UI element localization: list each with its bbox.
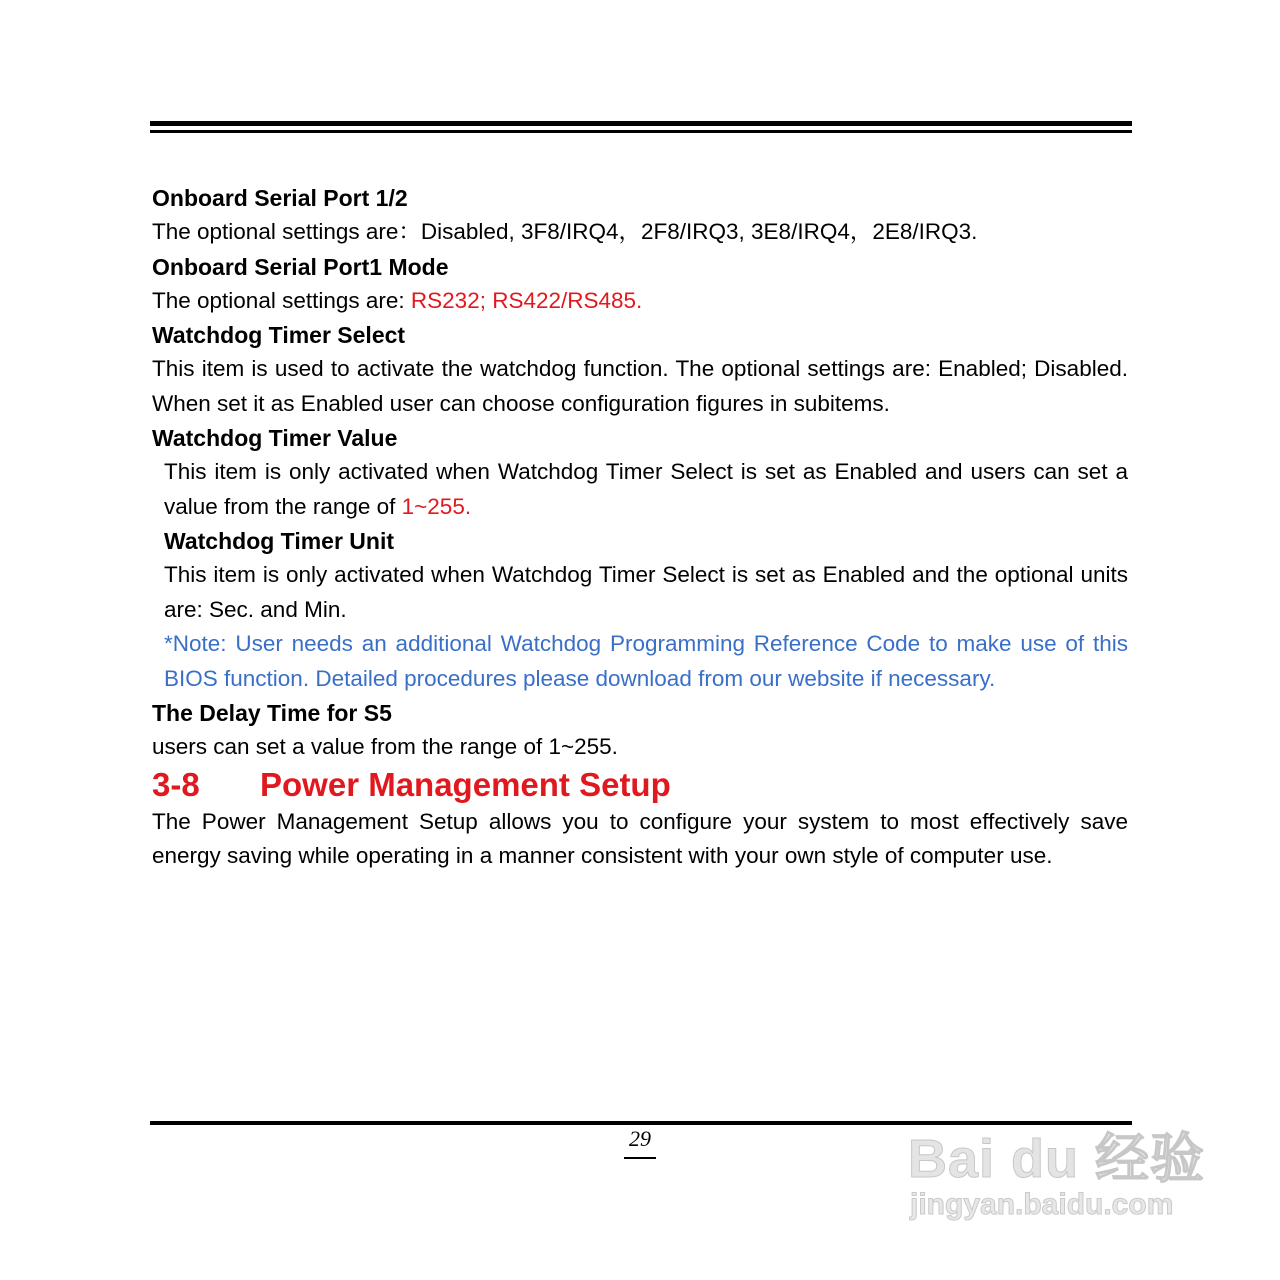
watermark-url: jingyan.baidu.com bbox=[910, 1188, 1174, 1221]
body-text: This item is only activated when Watchdog Timer Select is set as Enabled and the optional units are: Sec. and Min. bbox=[164, 562, 1128, 622]
setting-description bbox=[152, 215, 1128, 250]
setting-description bbox=[152, 805, 1128, 874]
body-text: The optional settings are：Disabled, 3F8/IRQ4，2F8/IRQ3, 3E8/IRQ4，2E8/IRQ3. bbox=[152, 219, 978, 244]
header-rule-thin bbox=[150, 130, 1132, 133]
setting-description bbox=[152, 558, 1128, 627]
setting-heading: The Delay Time for S5 bbox=[152, 700, 392, 726]
body-text: This item is only activated when Watchdog Timer Select is set as Enabled and users can set a value from the range of bbox=[164, 459, 1128, 519]
setting-heading: Watchdog Timer Unit bbox=[164, 528, 394, 554]
setting-heading: Watchdog Timer Value bbox=[152, 425, 398, 451]
highlighted-text: *Note: User needs an additional Watchdog Programming Reference Code to make use of this BIOS function. Detailed procedures please download from our website if necessary. bbox=[164, 631, 1128, 691]
setting-heading: Onboard Serial Port1 Mode bbox=[152, 253, 449, 280]
setting-description bbox=[152, 730, 1128, 765]
setting-description bbox=[152, 352, 1128, 421]
setting-description bbox=[152, 284, 1128, 319]
highlighted-text: RS232; RS422/RS485. bbox=[410, 287, 643, 313]
page-number-underline bbox=[624, 1157, 656, 1159]
body-text: The Power Management Setup allows you to configure your system to most effectively save energy saving while operating in a manner consistent with your own style of computer use. bbox=[152, 808, 1128, 868]
page-number: 29 bbox=[629, 1126, 651, 1151]
body-text: The optional settings are: bbox=[152, 287, 411, 313]
body-text: This item is used to activate the watchdog function. The optional settings are: Enabled; Disabled. When set it as Enabled user can choose configuration figures in subitems. bbox=[152, 356, 1128, 416]
setting-heading: Onboard Serial Port 1/2 bbox=[152, 185, 408, 211]
section-title bbox=[152, 765, 1128, 805]
section-number: 3-8 bbox=[152, 765, 200, 803]
section-title-text: Power Management Setup bbox=[260, 765, 671, 803]
baidu-watermark bbox=[908, 1088, 1208, 1238]
page-content bbox=[152, 181, 1128, 874]
setting-description bbox=[152, 627, 1128, 696]
setting-heading: Watchdog Timer Select bbox=[152, 322, 406, 348]
setting-description bbox=[152, 455, 1128, 524]
header-rule-thick bbox=[150, 121, 1132, 126]
watermark-logo-text: Bai du 经验 bbox=[908, 1129, 1206, 1189]
highlighted-text: 1~255. bbox=[401, 493, 472, 519]
body-text: users can set a value from the range of 1~255. bbox=[152, 734, 618, 759]
